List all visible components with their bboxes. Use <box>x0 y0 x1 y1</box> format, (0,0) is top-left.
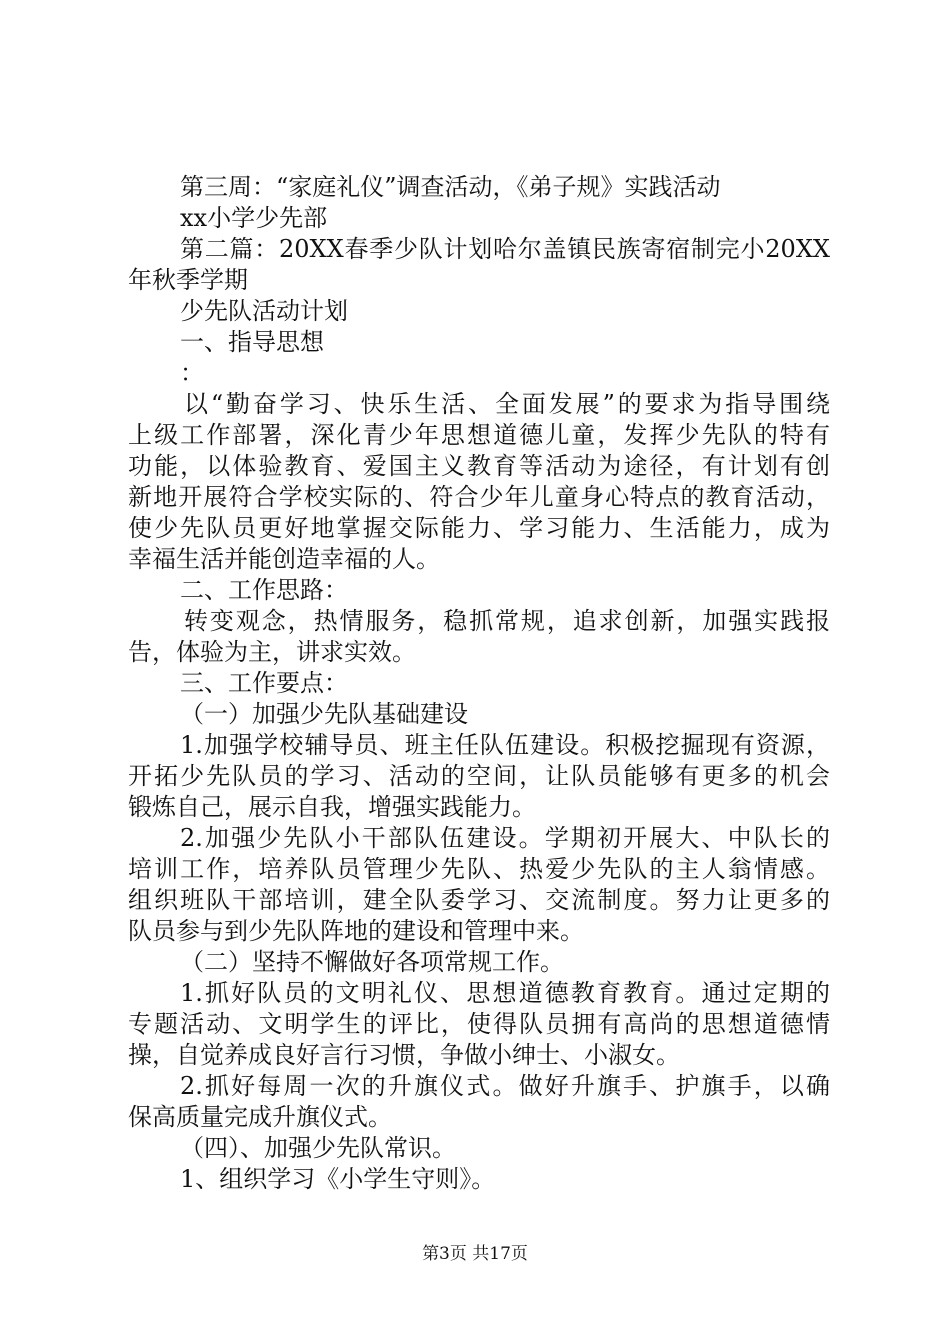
text-line: 培训工作，培养队员管理少先队、热爱少先队的主人翁情感。 <box>128 855 830 883</box>
text-line: 专题活动、文明学生的评比，使得队员拥有高尚的思想道德情 <box>128 1010 830 1038</box>
subsection-heading: （一）加强少先队基础建设 <box>180 700 468 728</box>
text-line: 1.加强学校辅导员、班主任队伍建设。积极挖掘现有资源， <box>180 731 830 759</box>
text-line: 操，自觉养成良好言行习惯，争做小绅士、小淑女。 <box>128 1041 680 1069</box>
text-line: 年秋季学期 <box>128 266 248 294</box>
text-line: 第二篇：20XX春季少队计划哈尔盖镇民族寄宿制完小20XX <box>180 235 830 263</box>
text-line: 保高质量完成升旗仪式。 <box>128 1103 392 1131</box>
text-line: 使少先队员更好地掌握交际能力、学习能力、生活能力，成为 <box>128 514 830 542</box>
text-line: 2.抓好每周一次的升旗仪式。做好升旗手、护旗手，以确 <box>180 1072 830 1100</box>
text-line: 告，体验为主，讲求实效。 <box>128 638 416 666</box>
text-line: 锻炼自己，展示自我，增强实践能力。 <box>128 793 536 821</box>
text-line: 1.抓好队员的文明礼仪、思想道德教育教育。通过定期的 <box>180 979 830 1007</box>
text-line: 新地开展符合学校实际的、符合少年儿童身心特点的教育活动， <box>128 483 830 511</box>
text-line: 幸福生活并能创造幸福的人。 <box>128 545 440 573</box>
subsection-heading: （二）坚持不懈做好各项常规工作。 <box>180 948 564 976</box>
section-heading: 三、工作要点： <box>180 669 348 697</box>
text-line: 组织班队干部培训，建全队委学习、交流制度。努力让更多的 <box>128 886 830 914</box>
document-body <box>128 172 830 1195</box>
section-heading: 一、指导思想 <box>180 328 324 356</box>
text-line: xx小学少先部 <box>180 204 328 232</box>
text-line: 转变观念，热情服务，稳抓常规，追求创新，加强实践报 <box>184 607 830 635</box>
page-number: 第3页 共17页 <box>422 1244 528 1264</box>
text-line: ： <box>180 359 204 387</box>
text-line: 以“勤奋学习、快乐生活、全面发展”的要求为指导围绕 <box>184 390 830 418</box>
section-heading: 二、工作思路： <box>180 576 348 604</box>
text-line: 开拓少先队员的学习、活动的空间，让队员能够有更多的机会 <box>128 762 830 790</box>
text-line: 1、组织学习《小学生守则》。 <box>180 1165 496 1193</box>
subsection-heading: （四）、加强少先队常识。 <box>180 1134 456 1162</box>
text-line: 队员参与到少先队阵地的建设和管理中来。 <box>128 917 584 945</box>
text-line: 少先队活动计划 <box>180 297 348 325</box>
text-line: 功能，以体验教育、爱国主义教育等活动为途径，有计划有创 <box>128 452 830 480</box>
text-line: 上级工作部署，深化青少年思想道德儿童，发挥少先队的特有 <box>128 421 830 449</box>
text-line: 2.加强少先队小干部队伍建设。学期初开展大、中队长的 <box>180 824 830 852</box>
text-line: 第三周：“家庭礼仪”调查活动，《弟子规》实践活动 <box>180 173 721 201</box>
